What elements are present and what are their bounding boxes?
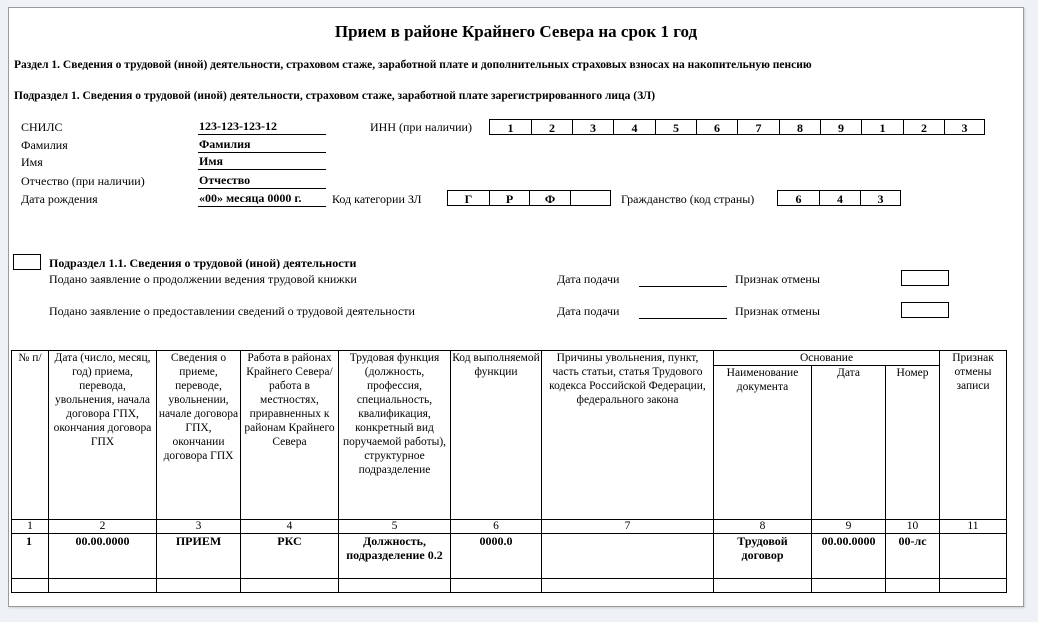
category-label: Код категории ЗЛ [332,192,422,206]
column-number: 8 [714,520,812,534]
citizenship-cell: 4 [819,190,860,206]
statement-1-cancel-label: Признак отмены [735,272,820,286]
inn-digit: 1 [489,119,531,135]
labor-activity-table [11,350,1007,593]
column-number: 2 [49,520,157,534]
cell-info: ПРИЕМ [157,534,241,579]
cell-north: РКС [241,534,339,579]
category-cells [447,190,611,206]
header-basis: Основание [714,351,940,366]
inn-digit: 4 [613,119,655,135]
statement-2-label: Подано заявление о предоставлении сведений о трудовой деятельности [49,304,415,318]
column-number: 9 [812,520,886,534]
statement-2-cancel-label: Признак отмены [735,304,820,318]
inn-digit: 7 [737,119,779,135]
column-number: 11 [940,520,1007,534]
name-label: Имя [21,155,43,169]
header-doc-date: Дата [812,366,886,520]
cell-doc-number: 00-лс [886,534,940,579]
statement-2-cancel-box[interactable] [901,302,949,318]
inn-digit: 1 [861,119,903,135]
column-number-row [12,520,1007,534]
name-value: Имя [198,154,326,170]
header-cancel: Признак отмены записи [940,351,1007,520]
section-1-title: Раздел 1. Сведения о трудовой (иной) деятельности, страховом стаже, заработной плате и дополнительных страховых взносах на накопительную пенсию [14,59,812,71]
statement-1-date-field[interactable] [639,272,727,287]
inn-digit: 2 [531,119,572,135]
form-title: Прием в районе Крайнего Севера на срок 1 год [334,22,698,41]
subsection-1-1-title: Подраздел 1.1. Сведения о трудовой (иной) деятельности [49,256,357,270]
form-sheet [8,7,1024,607]
subsection-checkbox[interactable] [13,254,41,270]
statement-1-label: Подано заявление о продолжении ведения трудовой книжки [49,272,357,286]
header-num: № п/ [12,351,49,520]
birth-date-label: Дата рождения [21,192,98,206]
patronymic-label: Отчество (при наличии) [21,174,145,188]
inn-digit: 3 [572,119,613,135]
surname-value: Фамилия [198,137,326,153]
column-number: 10 [886,520,940,534]
inn-digit: 9 [820,119,861,135]
cell-doc-name: Трудовой договор [714,534,812,579]
citizenship-cell: 6 [777,190,819,206]
category-cell: Р [489,190,529,206]
cell-doc-date: 00.00.0000 [812,534,886,579]
header-dismissal-reason: Причины увольнения, пункт, часть статьи, статья Трудового кодекса Российской Федерации, федерального закона [542,351,714,520]
statement-1-cancel-box[interactable] [901,270,949,286]
category-cell: Г [447,190,489,206]
column-number: 4 [241,520,339,534]
column-number: 1 [12,520,49,534]
table-header-row [12,351,1007,366]
citizenship-label: Гражданство (код страны) [621,192,755,206]
inn-digit: 5 [655,119,696,135]
column-number: 6 [451,520,542,534]
header-function: Трудовая функция (должность, профессия, специальность, квалификация, конкретный вид поручаемой работы), структурное подразделение [339,351,451,520]
statement-2-date-label: Дата подачи [557,304,620,318]
cell-date: 00.00.0000 [49,534,157,579]
inn-digit: 6 [696,119,737,135]
header-north: Работа в районах Крайнего Севера/работа в местностях, приравненных к районам Крайнего Севера [241,351,339,520]
header-info: Сведения о приеме, переводе, увольнении, начале договора ГПХ, окончании договора ГПХ [157,351,241,520]
cell-cancel [940,534,1007,579]
header-doc-number: Номер [886,366,940,520]
header-date: Дата (число, месяц, год) приема, перевода, увольнения, начала договора ГПХ, окончания договора ГПХ [49,351,157,520]
column-number: 3 [157,520,241,534]
column-number: 7 [542,520,714,534]
inn-label: ИНН (при наличии) [370,120,472,134]
header-doc-name: Наименование документа [714,366,812,520]
cell-function-code: 0000.0 [451,534,542,579]
subsection-1-title: Подраздел 1. Сведения о трудовой (иной) деятельности, страховом стаже, заработной плате зарегистрированного лица (ЗЛ) [14,90,656,102]
table-row-empty [12,579,1007,593]
snils-label: СНИЛС [21,120,63,134]
category-cell: Ф [529,190,570,206]
citizenship-cells [777,190,901,206]
patronymic-value: Отчество [198,173,326,189]
category-cell [570,190,611,206]
inn-digit: 8 [779,119,820,135]
table-row [12,534,1007,579]
citizenship-cell: 3 [860,190,901,206]
cell-function: Должность, подразделение 0.2 [339,534,451,579]
inn-digit: 2 [903,119,944,135]
statement-2-date-field[interactable] [639,304,727,319]
snils-value: 123-123-123-12 [198,119,326,135]
birth-date-value: «00» месяца 0000 г. [198,191,326,207]
inn-cells [489,119,985,135]
inn-digit: 3 [944,119,985,135]
statement-1-date-label: Дата подачи [557,272,620,286]
header-function-code: Код выполняемой функции [451,351,542,520]
column-number: 5 [339,520,451,534]
cell-dismissal-reason [542,534,714,579]
cell-num: 1 [12,534,49,579]
surname-label: Фамилия [21,138,68,152]
